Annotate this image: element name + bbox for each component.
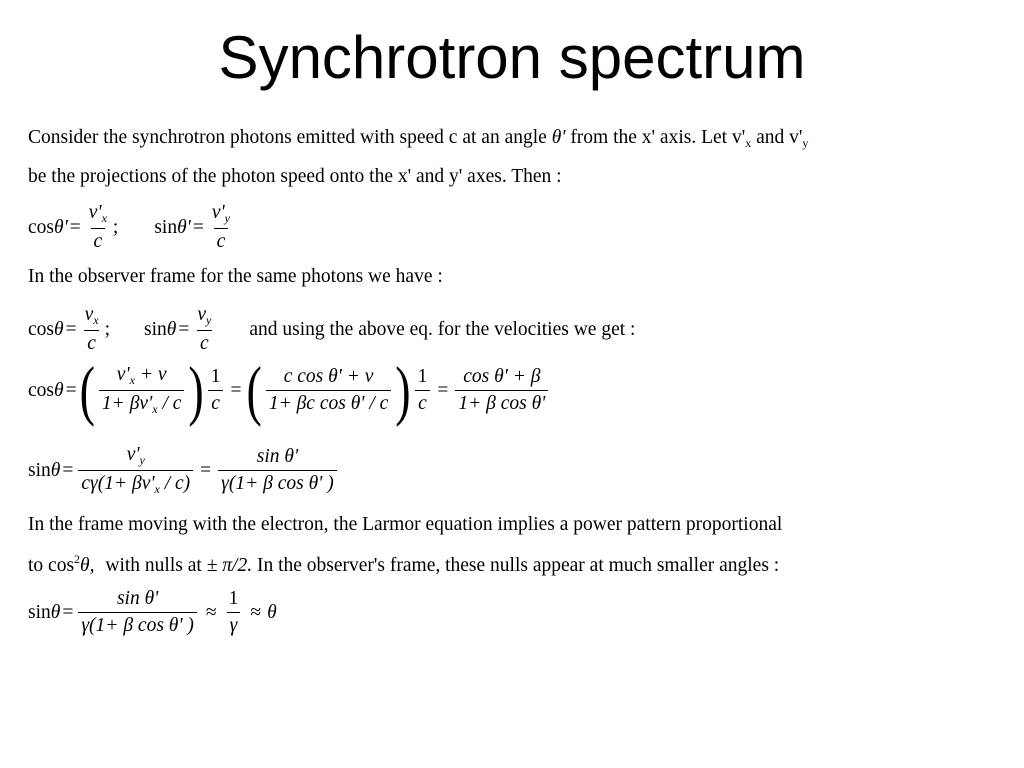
- sub-y: y: [224, 211, 230, 225]
- numerator-ccos: c cos θ' + v: [283, 366, 374, 387]
- left-paren: (: [79, 352, 95, 427]
- fraction-vx-over-c: [86, 202, 110, 253]
- semicolon: ;: [104, 318, 110, 340]
- equation-4: [28, 444, 340, 497]
- equals-sign: =: [65, 379, 77, 401]
- equation-3: [28, 352, 551, 427]
- fraction-5a: [78, 588, 197, 637]
- equation-5: [28, 588, 277, 637]
- numerator-v: v': [88, 202, 102, 223]
- fraction-3b: [266, 366, 391, 415]
- right-paren: ): [188, 352, 204, 427]
- numerator-v: v': [211, 202, 225, 223]
- theta: θ: [166, 318, 177, 340]
- plus-minus-pi-half: ± π/2.: [206, 555, 253, 576]
- equals-sign: =: [69, 216, 81, 238]
- equals-sign: =: [62, 601, 74, 623]
- den-1-beta: 1+ β: [101, 393, 140, 414]
- numerator-one: 1: [228, 588, 239, 609]
- theta: θ: [50, 459, 61, 481]
- denominator-c: c: [197, 330, 212, 355]
- larmor-line-1: In the frame moving with the electron, the Larmor equation implies a power pattern proportional: [28, 514, 783, 535]
- semicolon: ;: [112, 216, 119, 238]
- numerator-one: 1: [417, 366, 428, 387]
- fraction-vy-over-c: [209, 202, 233, 253]
- left-paren: (: [246, 352, 262, 427]
- approx-sign: ≈: [205, 601, 217, 623]
- cos-fn: cos: [28, 216, 54, 238]
- equals-sign: =: [230, 379, 242, 401]
- theta: θ: [54, 379, 64, 401]
- larmor-text-b: with nulls at: [105, 555, 202, 576]
- approx-sign: ≈: [250, 601, 262, 623]
- den-v-prime: v': [139, 393, 153, 414]
- equals-sign: =: [200, 459, 212, 481]
- superscript-2: 2: [74, 552, 81, 566]
- sub-x: x: [93, 313, 99, 327]
- equals-sign: =: [437, 379, 449, 401]
- larmor-line-2: [28, 552, 779, 577]
- intro-text-a: Consider the synchrotron photons emitted with speed c at an angle: [28, 127, 547, 148]
- sub-x: x: [101, 211, 107, 225]
- equals-sign: =: [65, 318, 77, 340]
- larmor-text-c: In the observer's frame, these nulls appear at much smaller angles :: [256, 555, 780, 576]
- right-paren: ): [395, 352, 411, 427]
- sub-y: y: [139, 453, 145, 467]
- sub-x: x: [129, 373, 135, 387]
- sub-y: y: [206, 313, 212, 327]
- denominator-bccos: 1+ βc cos θ' / c: [266, 390, 391, 415]
- intro-text-b: from the x' axis. Let v': [570, 127, 746, 148]
- denominator-gamma-symbol: γ: [227, 612, 241, 637]
- larmor-text-a: to cos: [28, 555, 75, 576]
- sin-fn: sin: [28, 459, 51, 481]
- numerator-v: v: [197, 304, 207, 325]
- sub-x: x: [152, 402, 158, 416]
- denominator-c: c: [91, 228, 106, 253]
- equation-1: [28, 202, 236, 253]
- num-v-prime: v': [126, 444, 140, 465]
- numerator-v: v: [84, 304, 94, 325]
- numerator-cos-plus-beta: cos θ' + β: [463, 366, 541, 387]
- num-v-prime: v': [116, 364, 130, 385]
- fraction-1-over-c: [415, 366, 431, 415]
- sin-fn: sin: [154, 216, 178, 238]
- fraction-vy-over-c: [194, 304, 214, 355]
- denominator-gamma: γ(1+ β cos θ' ): [78, 612, 197, 637]
- fraction-4a: [78, 444, 193, 497]
- equals-sign: =: [178, 318, 190, 340]
- denominator-c: c: [214, 228, 229, 253]
- numerator-one: 1: [210, 366, 221, 387]
- intro-text-c: and v': [756, 127, 803, 148]
- fraction-1-over-c: [208, 366, 224, 415]
- denominator-c: c: [415, 390, 430, 415]
- velocities-text: and using the above eq. for the velocities we get :: [249, 318, 636, 340]
- slide-title: Synchrotron spectrum: [218, 24, 806, 91]
- intro-line-1: [28, 127, 808, 151]
- cos-fn: cos: [28, 379, 54, 401]
- theta: θ: [267, 601, 277, 623]
- theta: θ: [54, 318, 64, 340]
- intro-line-2: be the projections of the photon speed onto the x' and y' axes. Then :: [28, 166, 562, 187]
- fraction-3a: [99, 364, 184, 417]
- equals-sign: =: [192, 216, 204, 238]
- numerator-sin-theta-prime: sin θ': [256, 446, 299, 467]
- den-over-c: / c: [162, 393, 182, 414]
- equals-sign: =: [62, 459, 74, 481]
- theta-prime-symbol: θ': [551, 127, 566, 148]
- num-plus-v: + v: [139, 364, 167, 385]
- denominator-gamma: γ(1+ β cos θ' ): [218, 470, 337, 495]
- theta: θ: [50, 601, 61, 623]
- fraction-4b: [218, 446, 337, 495]
- cos-fn: cos: [28, 318, 54, 340]
- den-c-gamma: cγ(1+ βv': [81, 473, 155, 494]
- sub-y: y: [802, 136, 809, 150]
- observer-frame-line: In the observer frame for the same photons we have :: [28, 266, 443, 287]
- sub-x: x: [154, 482, 160, 496]
- equation-2: [28, 304, 635, 355]
- fraction-vx-over-c: [82, 304, 102, 355]
- sub-x: x: [745, 136, 752, 150]
- denominator-c: c: [84, 330, 99, 355]
- numerator-sin-theta-prime: sin θ': [116, 588, 159, 609]
- fraction-3c: [455, 366, 548, 415]
- theta-prime: θ': [54, 216, 68, 238]
- den-over-c: / c): [164, 473, 191, 494]
- sin-fn: sin: [144, 318, 167, 340]
- denominator-1-beta-cos: 1+ β cos θ': [455, 390, 548, 415]
- fraction-1-over-gamma: [226, 588, 242, 637]
- denominator-c: c: [208, 390, 223, 415]
- sin-fn: sin: [28, 601, 51, 623]
- theta: θ,: [80, 555, 95, 576]
- theta-prime: θ': [177, 216, 191, 238]
